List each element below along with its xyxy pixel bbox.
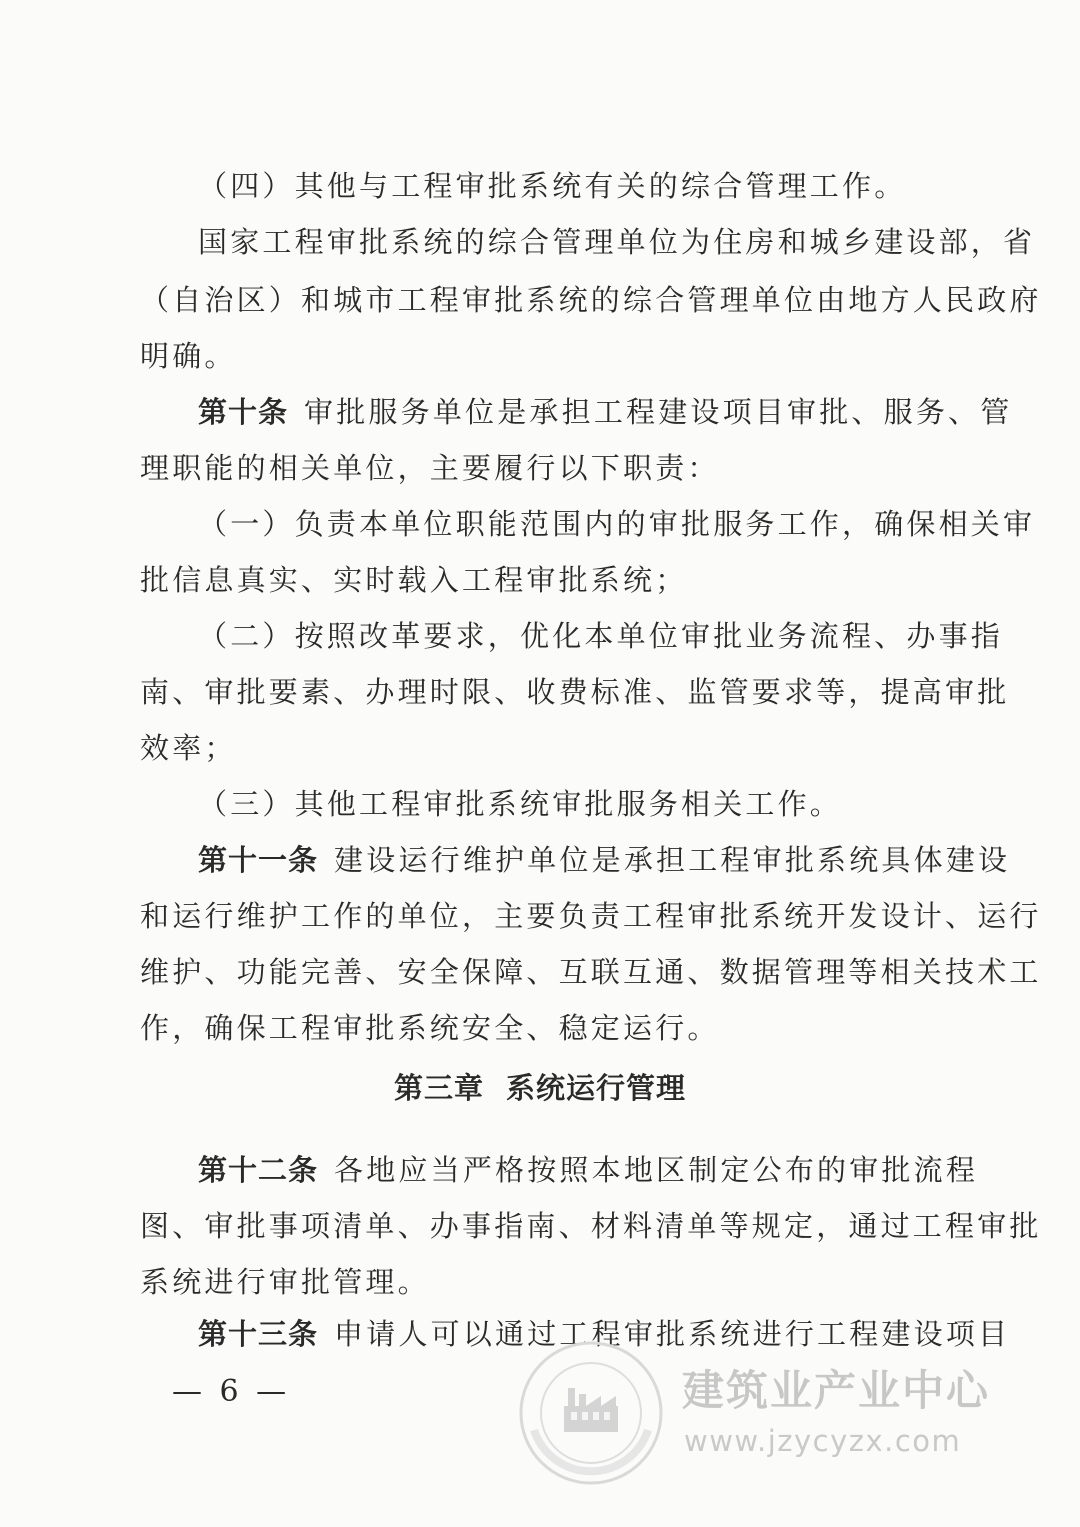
paragraph-line: （四）其他与工程审批系统有关的综合管理工作。 — [198, 169, 907, 203]
watermark-name: 建筑业产业中心 — [682, 1366, 991, 1415]
chapter-title: 系统运行管理 — [506, 1071, 687, 1105]
article-label: 第十二条 — [198, 1153, 319, 1187]
article-label: 第十三条 — [198, 1317, 319, 1351]
paragraph-text: 申请人可以通过工程审批系统进行工程建设项目 — [334, 1317, 1011, 1351]
paragraph-line: 效率； — [140, 731, 237, 765]
chapter-heading — [0, 1068, 1080, 1108]
paragraph-line: 国家工程审批系统的综合管理单位为住房和城乡建设部，省 — [198, 225, 1036, 259]
paragraph-text: 审批服务单位是承担工程建设项目审批、服务、管 — [304, 395, 1013, 429]
paragraph-line: 批信息真实、实时载入工程审批系统； — [140, 563, 688, 597]
article-11-line — [198, 840, 1011, 880]
paragraph-text: 各地应当严格按照本地区制定公布的审批流程 — [334, 1153, 979, 1187]
paragraph-line: （一）负责本单位职能范围内的审批服务工作，确保相关审 — [198, 507, 1036, 541]
paragraph-line: 作，确保工程审批系统安全、稳定运行。 — [140, 1011, 720, 1045]
page-number: — 6 — — [172, 1374, 291, 1409]
paragraph-line: 明确。 — [140, 339, 237, 373]
watermark-seal-icon — [516, 1338, 666, 1488]
paragraph-line: （二）按照改革要求，优化本单位审批业务流程、办事指 — [198, 619, 1004, 653]
paragraph-line: 维护、功能完善、安全保障、互联互通、数据管理等相关技术工 — [140, 955, 1042, 989]
paragraph-line: 理职能的相关单位，主要履行以下职责： — [140, 451, 720, 485]
chapter-number: 第三章 — [393, 1071, 484, 1105]
paragraph-line: 南、审批要素、办理时限、收费标准、监管要求等，提高审批 — [140, 675, 1010, 709]
paragraph-line: （三）其他工程审批系统审批服务相关工作。 — [198, 787, 843, 821]
article-label: 第十条 — [198, 395, 289, 429]
watermark-url: www.jzycyzx.com — [684, 1424, 962, 1458]
paragraph-line: 图、审批事项清单、办事指南、材料清单等规定，通过工程审批 — [140, 1209, 1042, 1243]
paragraph-line: （自治区）和城市工程审批系统的综合管理单位由地方人民政府 — [140, 283, 1042, 317]
article-10-line — [198, 392, 1013, 432]
paragraph-line: 和运行维护工作的单位，主要负责工程审批系统开发设计、运行 — [140, 899, 1042, 933]
article-12-line — [198, 1150, 979, 1190]
article-label: 第十一条 — [198, 843, 319, 877]
paragraph-line: 系统进行审批管理。 — [140, 1265, 430, 1299]
paragraph-text: 建设运行维护单位是承担工程审批系统具体建设 — [334, 843, 1011, 877]
